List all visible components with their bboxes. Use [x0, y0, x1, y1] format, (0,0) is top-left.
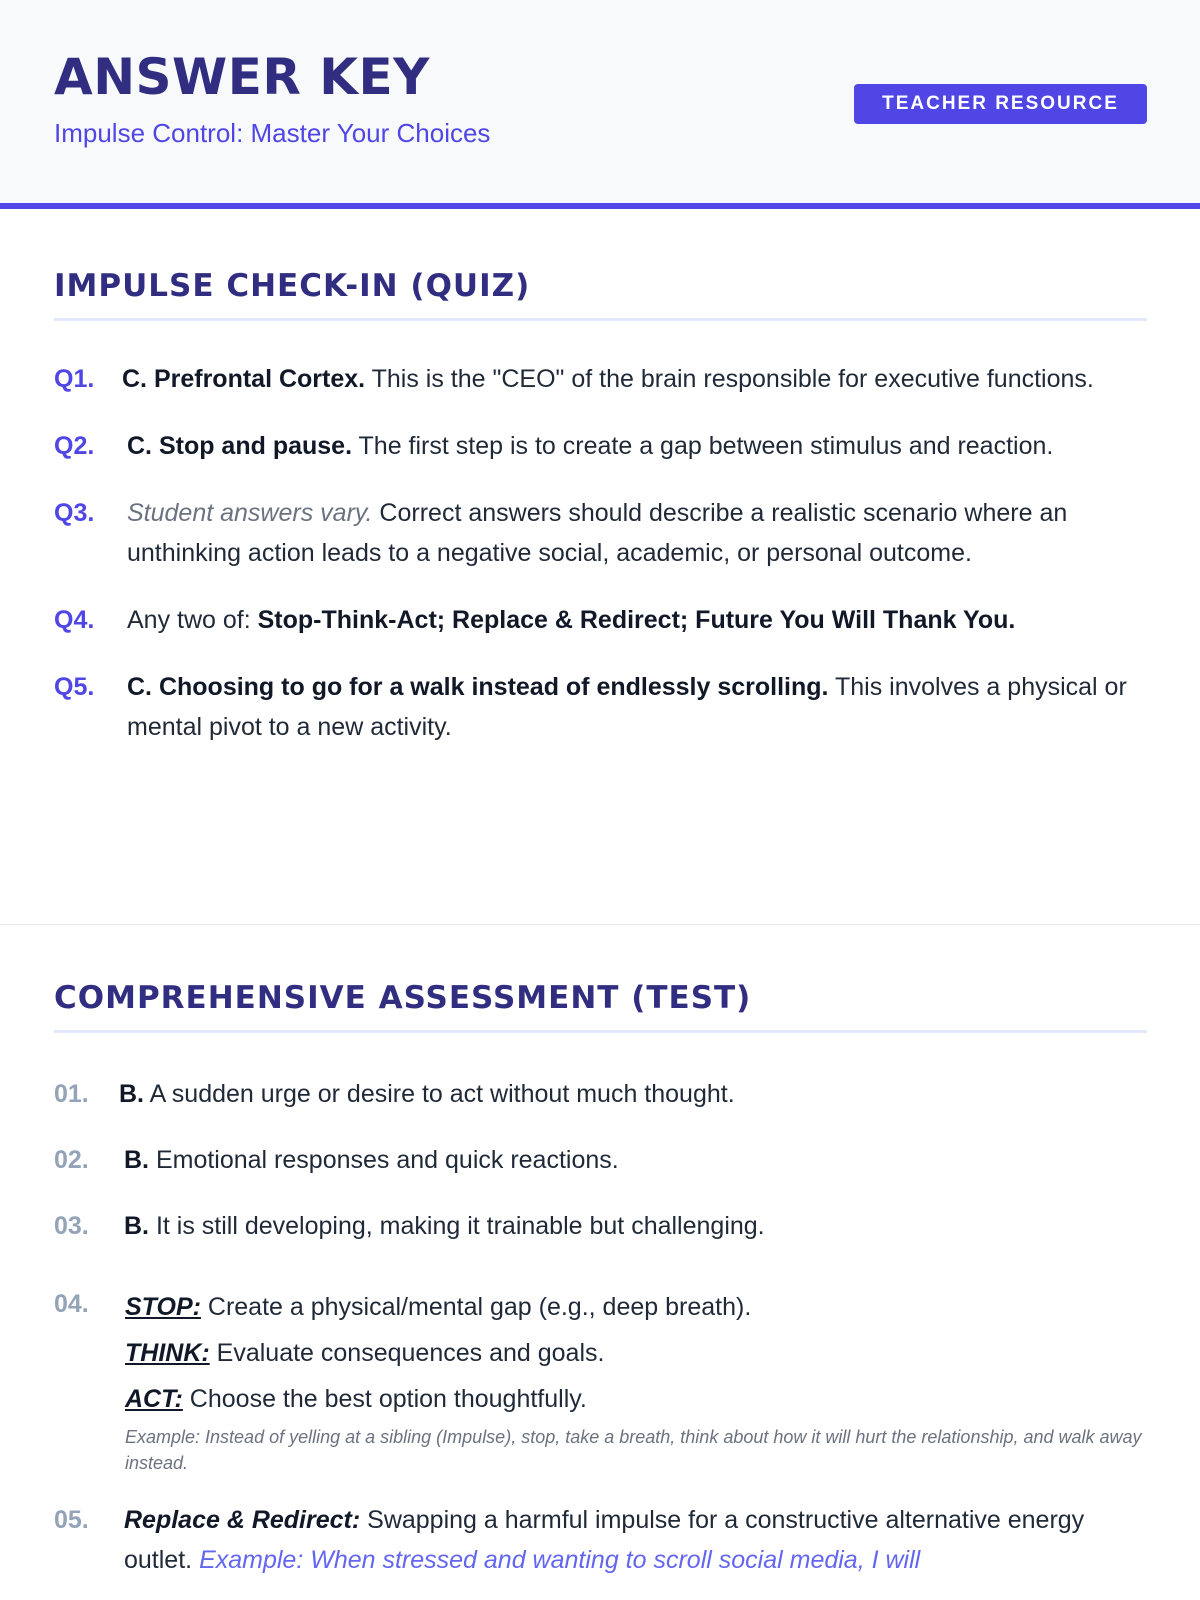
- answer-text: [122, 359, 1147, 399]
- question-number: 01.: [54, 1080, 89, 1108]
- question-number: Q4.: [54, 606, 95, 634]
- step-term: ACT:: [125, 1385, 183, 1413]
- answer-text: [127, 426, 1147, 466]
- answer-note: Student answers vary.: [127, 499, 373, 527]
- answer-explanation: The first step is to create a gap between stimulus and reaction.: [352, 432, 1054, 460]
- answer-choice: C. Prefrontal Cortex.: [122, 365, 366, 393]
- answer-choice: B.: [124, 1146, 149, 1174]
- think-step: [125, 1330, 1147, 1376]
- test-answer-05: [54, 1500, 1147, 1580]
- answer-text: [124, 1500, 1147, 1580]
- test-answer-01: [54, 1074, 1147, 1114]
- answer-text: [124, 1206, 1147, 1246]
- answer-explanation: A sudden urge or desire to act without much thought.: [144, 1080, 735, 1108]
- answer-choice: B.: [124, 1212, 149, 1240]
- step-term: STOP:: [125, 1293, 201, 1321]
- quiz-answer-q4: [54, 600, 1147, 640]
- answer-choice: C. Choosing to go for a walk instead of endlessly scrolling.: [127, 673, 829, 701]
- step-term: THINK:: [125, 1339, 210, 1367]
- example-inline: Example: When stressed and wanting to scroll social media, I will: [199, 1546, 921, 1574]
- step-text: Evaluate consequences and goals.: [209, 1339, 605, 1367]
- answer-lead: Any two of:: [127, 606, 258, 634]
- quiz-section-title: IMPULSE CHECK-IN (QUIZ): [54, 268, 1147, 321]
- test-answer-02: [54, 1140, 1147, 1180]
- question-number: Q2.: [54, 432, 95, 460]
- question-number: 02.: [54, 1146, 89, 1174]
- test-section: [54, 980, 1147, 1580]
- answer-text: [124, 1140, 1147, 1180]
- question-number: Q5.: [54, 673, 95, 701]
- page-subtitle: Impulse Control: Master Your Choices: [54, 118, 491, 148]
- question-number: Q3.: [54, 499, 95, 527]
- quiz-answer-q1: [54, 359, 1147, 399]
- answer-explanation: Emotional responses and quick reactions.: [149, 1146, 619, 1174]
- question-number: 05.: [54, 1506, 89, 1534]
- act-step: [125, 1376, 1147, 1422]
- example-note: Example: Instead of yelling at a sibling (Impulse), stop, take a breath, think about how it will hurt the relationship, and walk away instead.: [125, 1427, 1142, 1473]
- section-divider: [0, 924, 1200, 925]
- answer-choice: C. Stop and pause.: [127, 432, 353, 460]
- answer-explanation: This involves a physical or mental pivot to a new activity.: [127, 673, 1127, 741]
- answer-term: Replace & Redirect:: [124, 1506, 361, 1534]
- answer-text: [127, 667, 1147, 747]
- quiz-section: [54, 268, 1147, 747]
- quiz-answer-q2: [54, 426, 1147, 466]
- test-answer-04: [54, 1284, 1147, 1476]
- teacher-resource-badge: TEACHER RESOURCE: [854, 84, 1147, 124]
- stop-step: [125, 1284, 1147, 1330]
- answer-explanation: Correct answers should describe a realistic scenario where an unthinking action leads to a negative social, academic, or personal outcome.: [127, 499, 1068, 567]
- step-text: Choose the best option thoughtfully.: [182, 1385, 587, 1413]
- answer-text: [119, 1074, 1147, 1114]
- question-number: 04.: [54, 1290, 89, 1318]
- question-number: 03.: [54, 1212, 89, 1240]
- test-answer-03: [54, 1206, 1147, 1246]
- quiz-answer-q3: [54, 493, 1147, 573]
- step-text: Create a physical/mental gap (e.g., deep breath).: [200, 1293, 752, 1321]
- answer-explanation: Swapping a harmful impulse for a constructive alternative energy outlet.: [124, 1506, 1085, 1574]
- question-number: Q1.: [54, 365, 95, 393]
- answer-choice: B.: [119, 1080, 144, 1108]
- answer-explanation: It is still developing, making it trainable but challenging.: [149, 1212, 765, 1240]
- page-title: ANSWER KEY: [54, 48, 430, 106]
- answer-text: [127, 493, 1147, 573]
- page-header: [0, 0, 1200, 209]
- answer-explanation: This is the "CEO" of the brain responsible for executive functions.: [365, 365, 1094, 393]
- answer-text: [125, 1284, 1147, 1476]
- answer-choice: Stop-Think-Act; Replace & Redirect; Future You Will Thank You.: [257, 606, 1016, 634]
- answer-text: [127, 600, 1147, 640]
- quiz-answer-q5: [54, 667, 1147, 747]
- test-section-title: COMPREHENSIVE ASSESSMENT (TEST): [54, 980, 1147, 1033]
